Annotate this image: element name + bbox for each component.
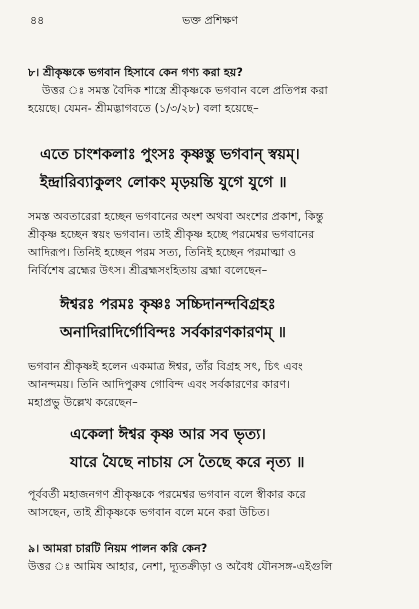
paragraph-2 [28, 358, 398, 412]
paragraph-1-line-1: সমস্ত অবতারেরা হচ্ছেন ভগবানের অংশ অথবা অংশের প্রকাশ, কিন্তু [28, 210, 324, 223]
paragraph-1-line-4: নির্বিশেষ ব্রহ্মের উৎস। শ্রীব্রহ্মসংহিতায় ব্রহ্মা বলেছেন– [28, 264, 268, 277]
paragraph-3-line-2: আসছেন, তাই শ্রীকৃষ্ণকে ভগবান বলে মনে করা উচিত। [28, 506, 270, 519]
paragraph-1-line-3: আদিরূপ। তিনিই হচ্ছেন পরম সত্য, তিনিই হচ্ছেন পরমাত্মা ও [28, 246, 297, 259]
paragraph-3-line-1: পূর্ববর্তী মহাজনগণ শ্রীকৃষ্ণকে পরমেশ্বর ভগবান বলে স্বীকার করে [28, 488, 306, 501]
paragraph-3 [28, 486, 398, 522]
page-header [30, 12, 390, 28]
verse-2-line-1: ঈশ্বরঃ পরমঃ কৃষ্ণঃ সচ্চিদানন্দবিগ্রহঃ [60, 295, 276, 313]
paragraph-1-line-2: শ্রীকৃষ্ণ হচ্ছেন স্বয়ং ভগবান। তাই শ্রীকৃষ্ণ হচ্ছে পরমেশ্বর ভগবানের [28, 228, 315, 241]
verse-1-line-2: ইন্দ্রারিব্যাকুলং লোকং মৃড়য়ন্তি যুগে যুগে ॥ [40, 173, 287, 191]
running-title: ভক্ত প্রশিক্ষণ [182, 14, 238, 27]
paragraph-2-line-2: আনন্দময়। তিনি আদিপুরুষ গোবিন্দ এবং সর্বকারণের কারণ। [28, 378, 291, 391]
paragraph-2-line-1: ভগবান শ্রীকৃষ্ণই হলেন একমাত্র ঈশ্বর, তাঁর বিগ্রহ সৎ, চিৎ এবং [28, 360, 303, 373]
paragraph-1 [28, 208, 398, 280]
verse-1 [40, 140, 400, 196]
question-8-block [28, 64, 398, 118]
verse-1-line-1: এতে চাংশকলাঃ পুংসঃ কৃষ্ণস্তু ভগবান্ স্বয়ম্। [40, 145, 300, 163]
answer-9-line-1: উত্তর ঃ আমিষ আহার, নেশা, দ্যূতক্রীড়া ও অবৈধ যৌনসঙ্গ-এইগুলি [28, 560, 333, 573]
paragraph-2-line-3: মহাপ্রভু উল্লেখ করেছেন– [28, 396, 138, 409]
question-8: ৮। শ্রীকৃষ্ণকে ভগবান হিসাবে কেন গণ্য করা হয়? [28, 66, 243, 79]
verse-3-line-1: একেলা ঈশ্বর কৃষ্ণ আর সব ভৃত্য। [70, 425, 266, 443]
answer-8-line-2: হয়েছে। যেমন- শ্রীমদ্ভাগবতে (১/৩/২৮) বলা হয়েছে– [28, 102, 259, 115]
question-9-block [28, 540, 398, 576]
verse-3 [70, 420, 419, 476]
verse-2-line-2: অনাদিরাদির্গোবিন্দঃ সর্বকারণকারণম্ ॥ [60, 323, 286, 341]
question-9: ৯। আমরা চারটি নিয়ম পালন করি কেন? [28, 542, 208, 555]
verse-3-line-2: যারে যৈছে নাচায় সে তৈছে করে নৃত্য ॥ [70, 453, 305, 471]
page-number: ৪৪ [30, 14, 45, 27]
answer-8-line-1: উত্তর ঃ সমস্ত বৈদিক শাস্ত্রে শ্রীকৃষ্ণকে ভগবান বলে প্রতিপন্ন করা [42, 84, 328, 97]
verse-2 [60, 290, 419, 346]
